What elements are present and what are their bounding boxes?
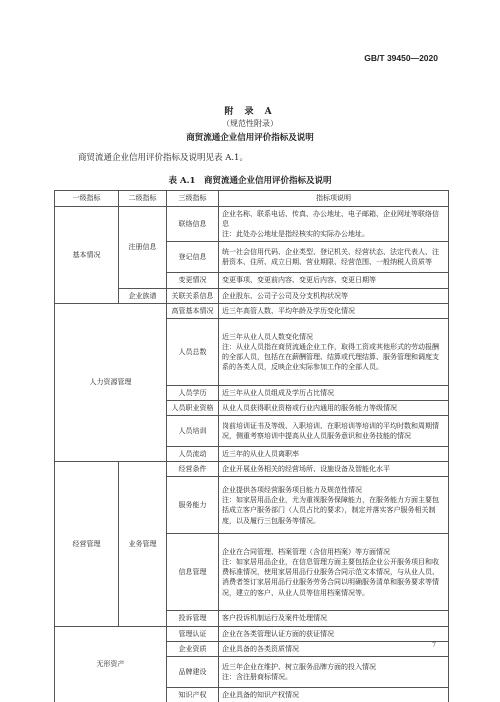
description-cell: 企业开展业务相关的经营场所、设施设备及智能化水平 [219, 462, 449, 477]
level3-cell: 高管基本情况 [167, 303, 219, 318]
description-cell: 变更事项、变更前内容、变更后内容、变更日期等 [219, 273, 449, 288]
level2-registration: 注册信息 [119, 207, 167, 289]
level3-cell: 服务能力 [167, 477, 219, 534]
level1-operations: 经营管理 [55, 462, 119, 626]
header-level1: 一级指标 [55, 191, 119, 207]
intro-paragraph: 商贸流通企业信用评价指标及说明见表 A.1。 [78, 153, 248, 163]
indicator-table [54, 190, 449, 702]
description-cell: 企业名称、联系电话、传真、办公地址、电子邮箱、企业网址等联络信息 注：此处办公地址是指经核实的实际办公地址。 [219, 207, 449, 242]
description-cell: 企业具备的知识产权情况 [219, 687, 449, 702]
appendix-title: 附 录 A [224, 107, 276, 117]
level3-cell: 关联关系信息 [167, 288, 219, 303]
description-cell: 岗前培训证书及等级、入职培训、在职培训等培训的平均时数和周期情况，侧重考察培训中提高从业人员服务意识和业务技能的情况 [219, 416, 449, 447]
description-cell: 近三年从业人员组成及学历占比情况 [219, 385, 449, 400]
description-cell: 企业在各类管理认证方面的获证情况 [219, 626, 449, 641]
level3-cell: 投诉管理 [167, 611, 219, 626]
level1-intangible: 无形资产 [55, 626, 167, 702]
level3-cell: 登记信息 [167, 242, 219, 273]
appendix-name: 商贸流通企业信用评价指标及说明 [186, 133, 314, 143]
description-cell: 企业股东、公司子公司及分支机构状况等 [219, 288, 449, 303]
table-header-row [55, 191, 449, 207]
level3-cell: 人员流动 [167, 447, 219, 462]
table-caption: 表 A.1 商贸流通企业信用评价指标及说明 [168, 176, 332, 186]
page-number: 7 [432, 642, 436, 649]
level3-cell: 变更情况 [167, 273, 219, 288]
description-cell: 客户投诉机制运行及案件处理情况 [219, 611, 449, 626]
level3-cell: 人员职业资格 [167, 400, 219, 415]
appendix-subtitle: （规范性附录） [222, 119, 278, 128]
description-cell: 从业人员获得职业资格或行业内通用的服务能力等级情况 [219, 400, 449, 415]
level3-cell: 知识产权 [167, 687, 219, 702]
level3-cell: 信息管理 [167, 534, 219, 611]
level3-cell: 经营条件 [167, 462, 219, 477]
standard-code: GB/T 39450—2020 [364, 53, 438, 63]
description-cell: 企业具备的各类资质情况 [219, 641, 449, 656]
level2-business: 业务管理 [119, 462, 167, 626]
table-row [55, 462, 449, 477]
header-level2: 二级指标 [119, 191, 167, 207]
level2-family: 企业族谱 [119, 288, 167, 303]
header-description: 指标项说明 [219, 191, 449, 207]
description-cell: 近三年从业人员人数变化情况 注：从业人员指在商贸流通企业工作，取得工资或其他形式的劳动报酬的全部人员，包括在在薪酬管理、结算或代理结算、服务管理和调度支系的各类人员，反映企业实际参加工作的全部人员。 [219, 318, 449, 385]
level3-cell: 人员学历 [167, 385, 219, 400]
table-row [55, 626, 449, 641]
level1-basic: 基本情况 [55, 207, 119, 304]
table-row [55, 207, 449, 242]
description-cell: 近三年的从业人员离职率 [219, 447, 449, 462]
table-row [55, 303, 449, 318]
level1-hr: 人力资源管理 [55, 303, 167, 462]
header-level3: 三级指标 [167, 191, 219, 207]
description-cell: 近三年高管人数、平均年龄及学历变化情况 [219, 303, 449, 318]
description-cell: 近三年企业在维护、树立服务品牌方面的投入情况 注：含注册商标情况。 [219, 656, 449, 687]
level3-cell: 企业资质 [167, 641, 219, 656]
description-cell: 统一社会信用代码、企业类型、登记机关、经营状态、法定代表人、注册资本、住所、成立日期、营业期限、经营范围、一般纳税人资质等 [219, 242, 449, 273]
level3-cell: 联络信息 [167, 207, 219, 242]
description-cell: 企业提供各项经营服务项目能力及规范性情况 注：如家居用品企业，尤为重视服务保障能力，在服务能力方面主要包括成立客户服务部门（人员占比的要求），制定并落实客户服务相关制度，以及履行三包服务等情况。 [219, 477, 449, 534]
description-cell: 企业在合同管理、档案管理（含信用档案）等方面情况 注：如家居用品企业，在信息管理方面主要包括企业公开服务项目和收费标准情况，使用家居用品行业服务合同示范文本情况，与从业人员、消费者签订家居用品行业服务劳务合同以明确服务清单和服务要求等情况，建立的客户、从业人员等信用档案情况等。 [219, 534, 449, 611]
level3-cell: 管理认证 [167, 626, 219, 641]
level3-cell: 人员培训 [167, 416, 219, 447]
level3-cell: 人员总数 [167, 318, 219, 385]
level3-cell: 品牌建设 [167, 656, 219, 687]
